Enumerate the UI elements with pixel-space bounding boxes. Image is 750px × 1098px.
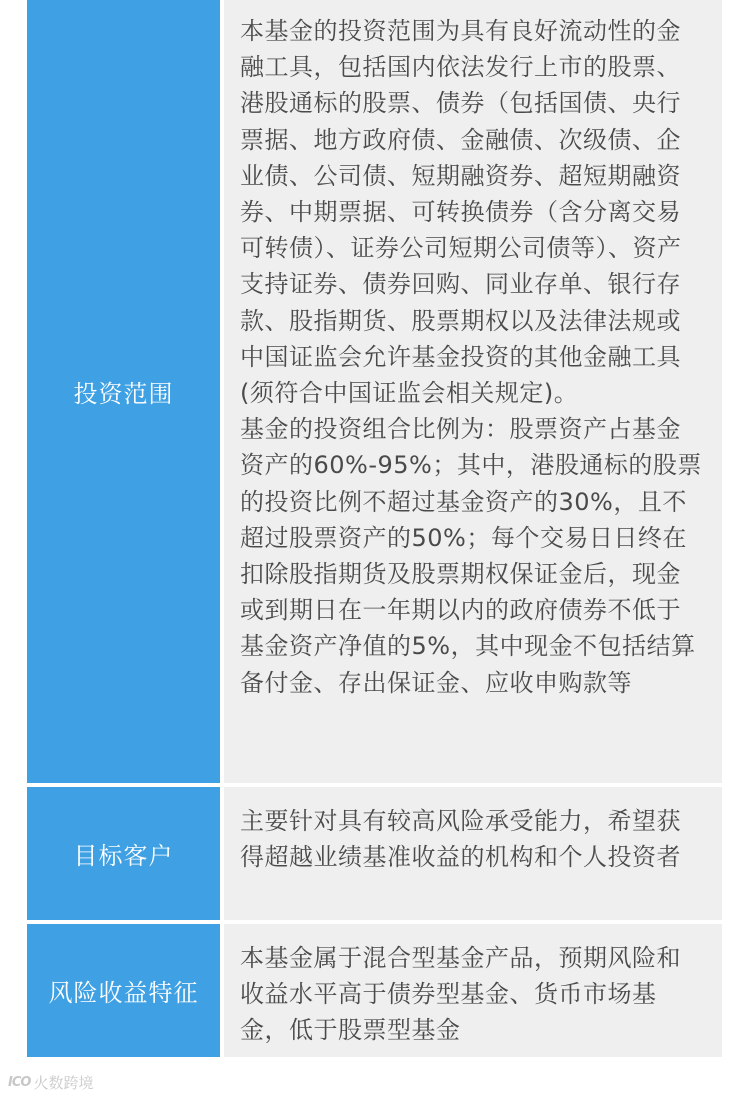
- paragraph-scope: 本基金的投资范围为具有良好流动性的金融工具，包括国内依法发行上市的股票、港股通标的股票、债券（包括国债、央行票据、地方政府债、金融债、次级债、企业债、公司债、短期融资券、超短期融资券、中期票据、可转换债券（含分离交易可转债）、证券公司短期公司债等）、资产支持证券、债券回购、同业存单、银行存款、股指期货、股票期权以及法律法规或中国证监会允许基金投资的其他金融工具(须符合中国证监会相关规定)。: [240, 17, 682, 408]
- watermark: [8, 1072, 93, 1093]
- row-label-target-clients: 目标客户: [27, 787, 220, 920]
- watermark-logo-icon: ICO: [8, 1075, 31, 1090]
- watermark-text: 火数跨境: [33, 1074, 94, 1092]
- row-content-target-clients: [224, 787, 722, 920]
- paragraph-allocation: 基金的投资组合比例为：股票资产占基金资产的60%-95%；其中，港股通标的股票的投资比例不超过基金资产的30%，且不超过股票资产的50%；每个交易日日终在扣除股指期货及股票期权保证金后，现金或到期日在一年期以内的政府债券不低于基金资产净值的5%，其中现金不包括结算备付金、存出保证金、应收申购款等: [240, 415, 702, 697]
- paragraph-target-clients: 主要针对具有较高风险承受能力，希望获得超越业绩基准收益的机构和个人投资者: [240, 807, 681, 872]
- table-row-investment-scope: [27, 0, 722, 783]
- row-label-investment-scope: 投资范围: [27, 0, 220, 783]
- row-content-risk-return: [224, 924, 722, 1057]
- table-row-risk-return: [27, 924, 722, 1057]
- paragraph-risk-return: 本基金属于混合型基金产品，预期风险和收益水平高于债券型基金、货币市场基金，低于股票型基金: [240, 944, 681, 1045]
- row-content-investment-scope: [224, 0, 722, 783]
- table-row-target-clients: [27, 787, 722, 920]
- row-label-risk-return: 风险收益特征: [27, 924, 220, 1057]
